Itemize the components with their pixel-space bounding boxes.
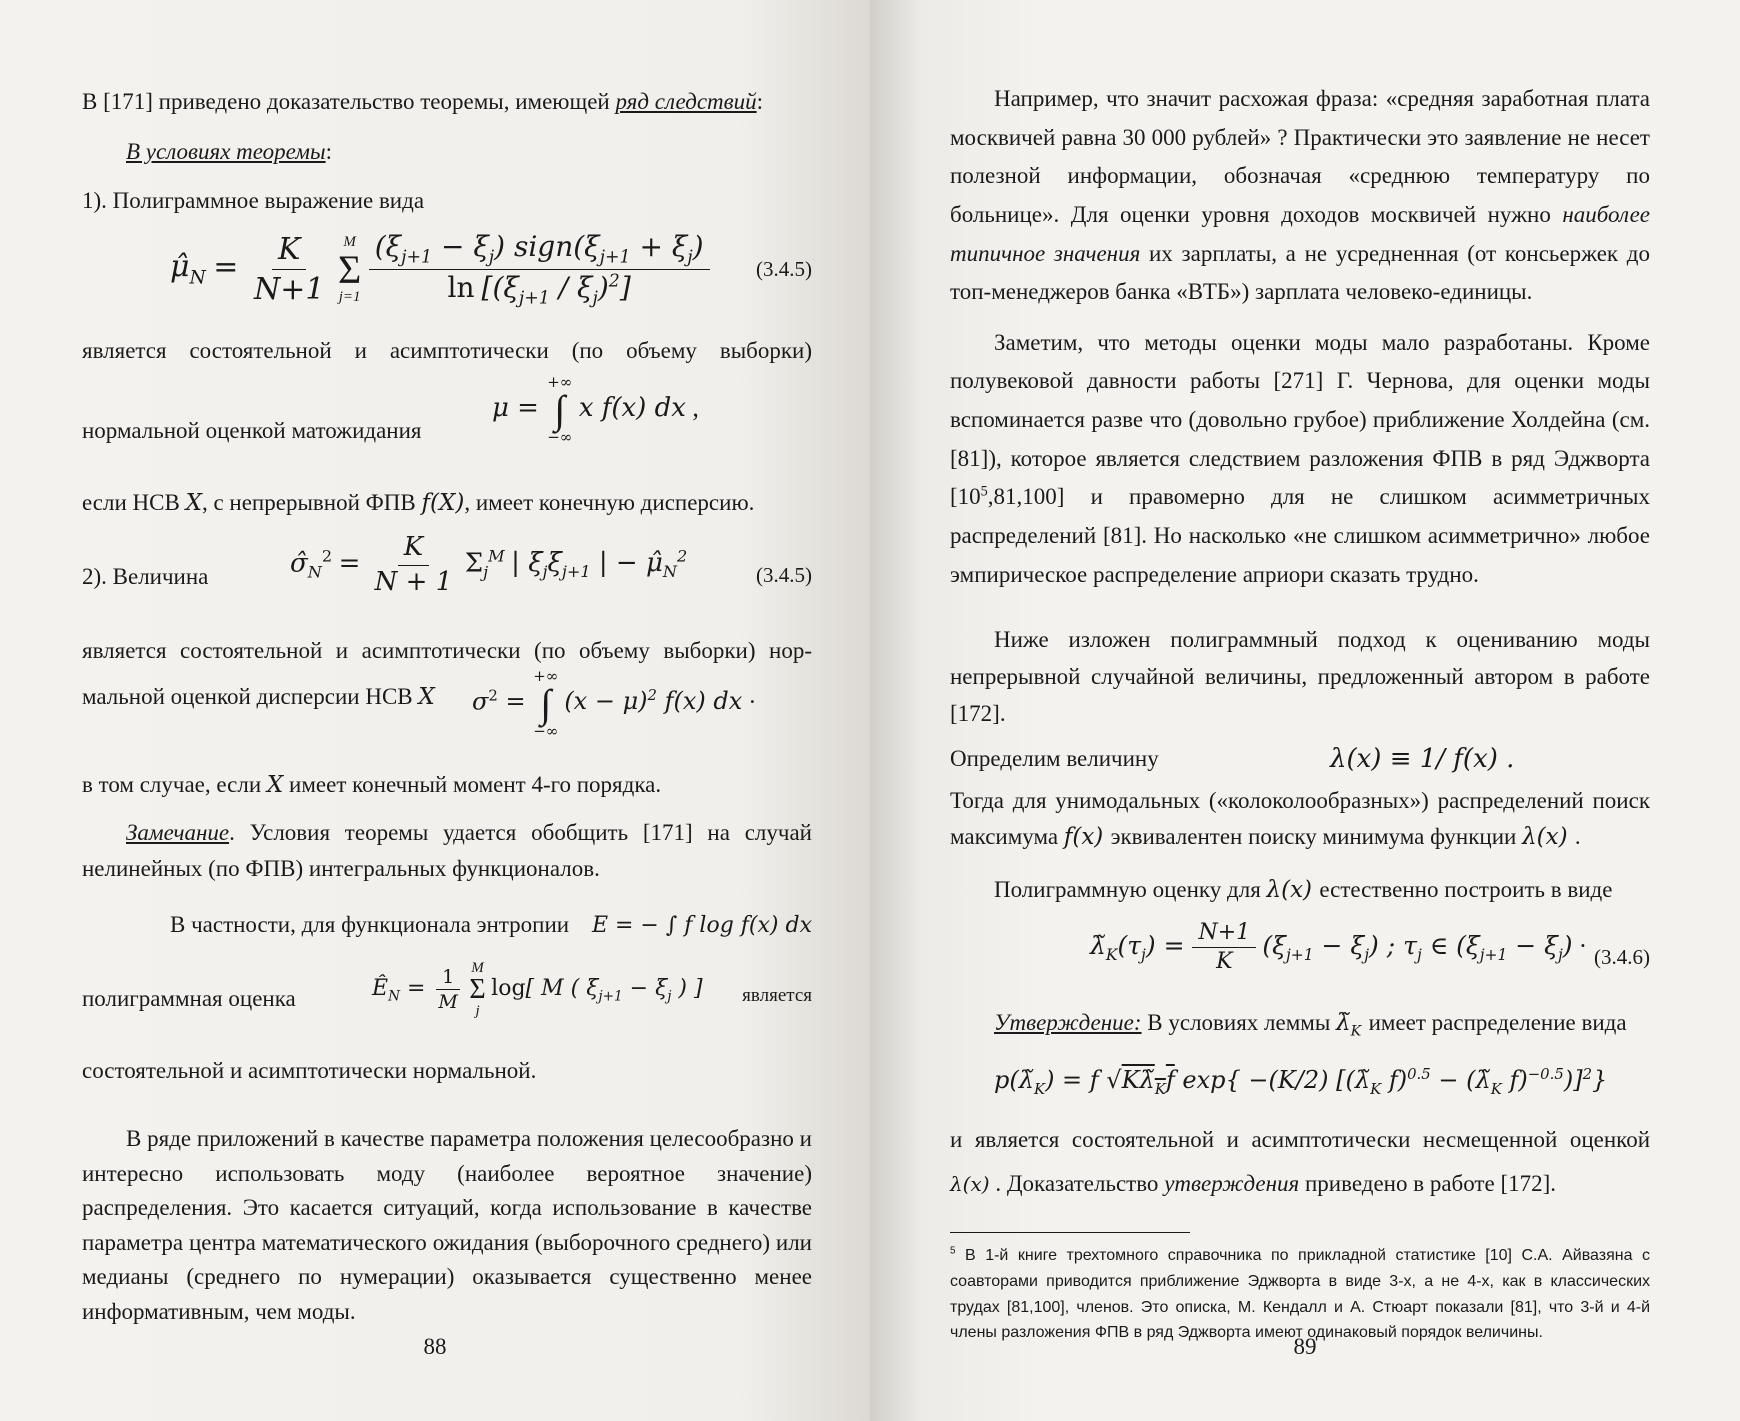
right-p8: λ(x) . Доказательство утверждения приведено в работе [172]. [950,1171,1557,1197]
formula-variance: $\sigma^2$ = +∞ ∫ −∞ $(x - \mu)^2$ f(x) dx · [472,666,757,740]
right-p6: Полиграммную оценку для λ(x) естественно построить в виде [994,877,1613,904]
formula-entropy-estimate: $Ê_N$ = $\frac{1}{M}$ M Σ j log[ M ( $\xi_{j+1} - \xi_j$ ) ] [372,959,703,1019]
right-p5: Тогда для унимодальных («колоколообразных») распределений поиск максимума f(x) эквивалентен поиску минимума функции λ(x) . [950,787,1650,851]
right-p3: Ниже изложен полиграммный подход к оцениванию моды непрерывной случайной величины, предложенный автором в работе [172]. [950,627,1650,726]
right-p1: Например, что значит расхожая фраза: «средняя заработная плата москвичей равна 30 000 рублей» ? Практически это заявление не несет полезной информации, обозначая «среднюю температуру по больнице». Для оценки уровня доходов москвичей нужно наиболее типичное значения их зарплаты, а не усредненная (от консьержек до топ-менеджеров банка «ВТБ») зарплата человеко-единицы. [950,86,1650,305]
formula-expectation: μ = +∞ ∫ −∞ x f(x) dx , [492,372,699,446]
entropy-estimate-row: полиграммная оценка $Ê_N$ = $\frac{1}{M}$ M Σ j log[ M ( $\xi_{j+1} - \xi_j$ ) ] является [82,959,812,1019]
formula-variance-estimate: $\sigmâ_N^2$ = $\frac{K}{N + 1}$ $\Sigma_j^M$ | $\xi_j\xi_{j+1}$ | − $\mû_N^2$ [290,532,688,597]
left-intro: В [171] приведено доказательство теоремы, имеющей ряд следствий: [82,89,764,114]
left-intro-link: ряд следствий [615,89,757,114]
remark: Замечание. Условия теоремы удается обобщить [171] на случай нелинейных (по ФПВ) интегральных функционалов. [82,820,812,882]
formula-mu-hat: $\mû_N$ = $\frac{K}{N+1}$ M Σ j=1 $\frac{(\xi_{j+1} - \xi_j) sign(\xi_{j+1} + \xi_j)}{\ln [(\xi_{j+1} / \xi_j)^2]}$ [170,229,710,310]
equation-3-4-6 [950,919,1650,999]
right-p2: Заметим, что методы оценки моды мало разработаны. Кроме полувековой давности работы [271] Г. Чернова, для оценки моды вспоминается разве что (довольно грубое) приближение Холдейна (см. [81]), которое является следствием разложения ФПВ в ряд Эджворта $[10^5,81,100]$ и правомерно для не слишком асимметричных распределений [81]. Но насколько «не слишком асимметрично» любое эмпирическое распределение априори сказать трудно. [950,329,1650,587]
right-p7: и является состоятельной и асимптотически несмещенной оценкой [950,1127,1650,1153]
left-p6: мальной оценкой дисперсии НСВ X [82,683,435,710]
right-page [870,0,1740,1421]
equation-number: (3.4.5) [756,256,812,281]
conditions-heading: В условиях теоремы: [126,138,332,164]
left-p10: состоятельной и асимптотически нормальной. [82,1057,537,1083]
expectation-row: нормальной оценкой матожидания μ = +∞ ∫ −∞ x f(x) dx , [82,372,699,446]
left-p4: если НСВ X, с непрерывной ФПВ f(X), имеет конечную дисперсию. [82,489,755,516]
left-p2: является состоятельной и асимптотически (по объему выборки) [82,337,812,363]
equation-number: (3.4.6) [1594,944,1650,969]
left-p5: является состоятельной и асимптотически (по объему выборки) нор- [82,638,812,664]
page-number-right: 89 [1293,1334,1317,1360]
claim-label: Утверждение: [994,1009,1142,1035]
equation-3-4-5-b: 2). Величина $\sigmâ_N^2$ = $\frac{K}{N + 1}$ $\Sigma_j^M$ | $\xi_j\xi_{j+1}$ | − $\mû_N^2$ (3.4.5) [82,531,812,623]
distribution-formula [950,1056,1650,1112]
equation-number: (3.4.5) [756,563,812,588]
footnote: $^5$ В 1-й книге трехтомного справочника по прикладной статистике [10] С.А. Айвазяна с соавторами приводится приближение Эджворта в виде 3-х, а не 4-х, как в классических трудах [81,100], членов. Это описка, М. Кендалл и А. Стюарт показали [81], что 3-й и 4-й члены разложения ФПВ в ряд Эджворта имеют одинаковый порядок величины. [950,1245,1651,1342]
remark-label: Замечание [126,820,230,846]
lambda-definition-row: Определим величину λ(x) ≡ 1/ f(x) . [950,737,1650,781]
formula-entropy: E = − ∫ f log f(x) dx [591,912,812,938]
formula-lambda: λ(x) ≡ 1/ f(x) . [1330,743,1515,774]
equation-3-4-5-a [82,223,812,327]
footnote-divider [950,1232,1190,1233]
left-p11: В ряде приложений в качестве параметра положения целесообразно и интересно использовать моду (наиболее вероятное значение) распределения. Это касается ситуаций, когда использование в качестве параметра центра математического ожидания (выборочного среднего) или медианы (среднего по нумерации) оказывается существенно менее информативным, чем моды. [82,1126,812,1324]
page-number-left: 88 [423,1334,447,1360]
entropy-row: В частности, для функционала энтропии E = − ∫ f log f(x) dx [82,899,812,949]
left-p7: в том случае, если X имеет конечный момент 4-го порядка. [82,771,662,798]
formula-lambda-estimate: $\lambdã_K(\tau_j)$ = $\frac{N+1}{K}$ $(\xi_{j+1} - \xi_j)$ ; $\tau_j$ ∈ $(\xi_{j+1} - \xi_j)$ · [1090,919,1588,975]
item-1: 1). Полиграммное выражение вида [82,188,425,214]
variance-row [82,666,812,759]
claim: Утверждение: В условиях леммы $\lambdã_K$ имеет распределение вида [994,1009,1627,1040]
formula-distribution: $p(\lambdã_K) = f$ $√K\lambdã_Kf$ exp{ −(K/2) [($\lambdã_K$ $f)^{0.5} - (\lambdã_K$ f)$^{-0.5}$)]$^2$} [994,1065,1608,1099]
